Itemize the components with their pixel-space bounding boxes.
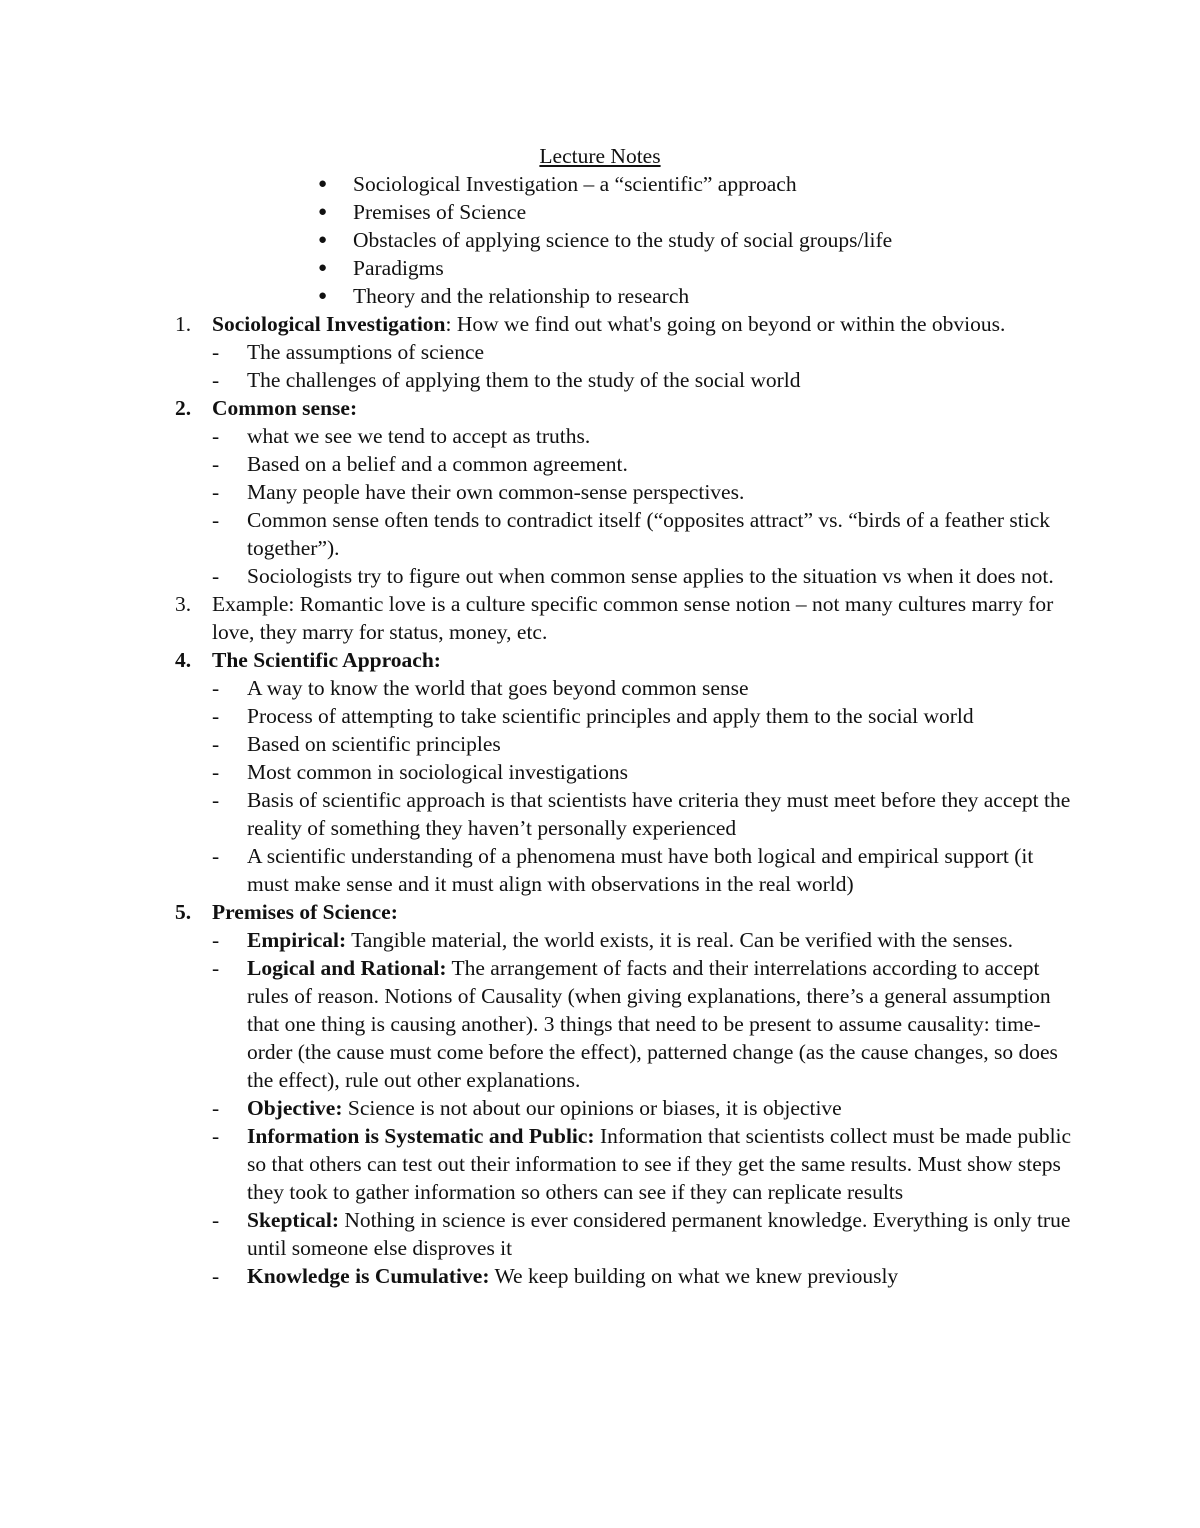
section-example [175, 590, 1075, 646]
list-item: - what we see we tend to accept as truths. [212, 424, 591, 448]
item-term: Skeptical: [247, 1208, 339, 1232]
section-heading: Premises of Science: [212, 900, 398, 924]
list-item: - The assumptions of science [212, 340, 485, 364]
item-term: Objective: [247, 1096, 343, 1120]
item-text: The arrangement of facts and their interrelations according to accept rules of reason. Notions of Causality (when giving explanations, there’s a general assumption that one thing is causing another). 3 things that need to be present to assume causality: time-order (the cause must come before the effect), patterned change (as the cause changes, so does the effect), rule out other explanations. [247, 956, 1058, 1092]
item-text: Common sense often tends to contradict itself (“opposites attract” vs. “birds of a feather stick together”). [247, 508, 1051, 560]
item-text: Based on scientific principles [247, 732, 501, 756]
section-premises-of-science [175, 898, 1075, 1290]
section-heading: Common sense: [212, 396, 358, 420]
item-text: Sociologists try to figure out when common sense applies to the situation vs when it does not. [247, 564, 1054, 588]
outline-item: ● Theory and the relationship to research [318, 282, 892, 310]
list-item: - Sociologists try to figure out when common sense applies to the situation vs when it does not. [212, 564, 1054, 588]
section-text: : How we find out what's going on beyond or within the obvious. [445, 312, 1006, 336]
list-item: - Objective: Science is not about our opinions or biases, it is objective [212, 1096, 842, 1120]
list-item: - The challenges of applying them to the study of the social world [212, 368, 801, 392]
list-item: - Information is Systematic and Public: Information that scientists collect must be made public so that others can test out their information to see if they get the same results. Must show steps they took to gather information so others can see if they can replicate results [212, 1124, 1072, 1204]
section-number: 4. [175, 648, 192, 672]
outline-item: ● Sociological Investigation – a “scientific” approach [318, 170, 892, 198]
item-text: Tangible material, the world exists, it is real. Can be verified with the senses. [346, 928, 1013, 952]
page-title: Lecture Notes [539, 144, 661, 168]
item-term: Logical and Rational: [247, 956, 447, 980]
section-scientific-approach [175, 646, 1075, 898]
list-item: - A scientific understanding of a phenomena must have both logical and empirical support (it must make sense and it must align with observations in the real world) [212, 844, 1034, 896]
item-text: what we see we tend to accept as truths. [247, 424, 591, 448]
section-heading: The Scientific Approach: [212, 648, 441, 672]
outline-item: ● Premises of Science [318, 198, 892, 226]
list-item: - Logical and Rational: The arrangement of facts and their interrelations according to accept rules of reason. Notions of Causality (when giving explanations, there’s a general assumption that one thing is causing another). 3 things that need to be present to assume causality: time-order (the cause must come before the effect), patterned change (as the cause changes, so does the effect), rule out other explanations. [212, 956, 1058, 1092]
list-item: - A way to know the world that goes beyond common sense [212, 676, 749, 700]
item-text: Science is not about our opinions or biases, it is objective [342, 1096, 842, 1120]
item-text: We keep building on what we knew previously [489, 1264, 899, 1288]
outline-item: ● Obstacles of applying science to the study of social groups/life [318, 226, 892, 254]
list-item: - Process of attempting to take scientific principles and apply them to the social world [212, 704, 974, 728]
item-text: Information that scientists collect must be made public so that others can test out their information to see if they get the same results. Must show steps they took to gather information so others can see if they can replicate results [247, 1124, 1072, 1204]
section-number: 3. [175, 592, 192, 616]
section-sociological-investigation [175, 310, 1075, 394]
item-text: Process of attempting to take scientific principles and apply them to the social world [247, 704, 974, 728]
section-number: 1. [175, 312, 192, 336]
list-item: - Most common in sociological investigations [212, 760, 628, 784]
item-term: Empirical: [247, 928, 347, 952]
section-heading: Sociological Investigation [212, 312, 446, 336]
item-text: Basis of scientific approach is that scientists have criteria they must meet before they accept the reality of something they haven’t personally experienced [247, 788, 1071, 840]
item-text: Based on a belief and a common agreement. [247, 452, 628, 476]
list-item: - Many people have their own common-sense perspectives. [212, 480, 745, 504]
sub-list [212, 338, 1075, 394]
outline-item: ● Paradigms [318, 254, 892, 282]
item-text: Most common in sociological investigations [247, 760, 628, 784]
item-text: A scientific understanding of a phenomena must have both logical and empirical support (it must make sense and it must align with observations in the real world) [247, 844, 1034, 896]
sub-list [212, 926, 1075, 1290]
topic-outline [318, 170, 892, 310]
list-item: - Common sense often tends to contradict itself (“opposites attract” vs. “birds of a feather stick together”). [212, 508, 1051, 560]
section-text: Example: Romantic love is a culture specific common sense notion – not many cultures marry for love, they marry for status, money, etc. [212, 592, 1054, 644]
item-text: The challenges of applying them to the study of the social world [247, 368, 801, 392]
item-text: A way to know the world that goes beyond common sense [247, 676, 749, 700]
item-text: Many people have their own common-sense perspectives. [247, 480, 745, 504]
numbered-sections [175, 310, 1075, 1290]
sub-list [212, 674, 1075, 898]
item-text: Nothing in science is ever considered permanent knowledge. Everything is only true until someone else disproves it [247, 1208, 1071, 1260]
item-term: Information is Systematic and Public: [247, 1124, 595, 1148]
sub-list [212, 422, 1075, 590]
section-number: 5. [175, 900, 192, 924]
list-item: - Knowledge is Cumulative: We keep building on what we knew previously [212, 1264, 899, 1288]
list-item: - Empirical: Tangible material, the world exists, it is real. Can be verified with the senses. [212, 928, 1013, 952]
item-term: Knowledge is Cumulative: [247, 1264, 490, 1288]
item-text: The assumptions of science [247, 340, 485, 364]
list-item: - Based on a belief and a common agreement. [212, 452, 628, 476]
section-number: 2. [175, 396, 192, 420]
list-item: - Based on scientific principles [212, 732, 501, 756]
section-common-sense [175, 394, 1075, 590]
list-item: - Basis of scientific approach is that scientists have criteria they must meet before they accept the reality of something they haven’t personally experienced [212, 788, 1071, 840]
list-item: - Skeptical: Nothing in science is ever considered permanent knowledge. Everything is only true until someone else disproves it [212, 1208, 1071, 1260]
